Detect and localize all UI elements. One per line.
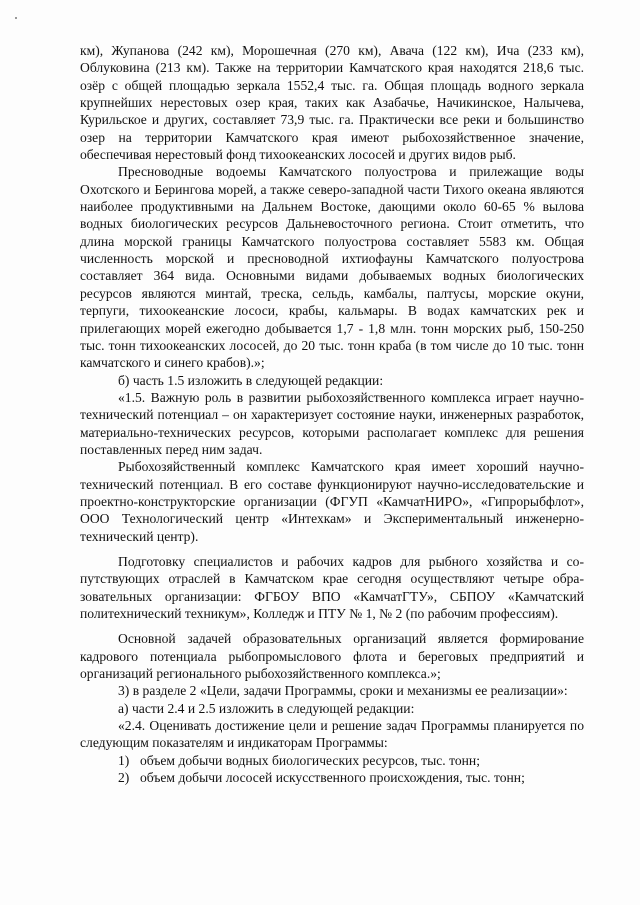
scan-mark [15, 17, 17, 19]
list-item [80, 769, 584, 786]
paragraph-7: Основной задачей образовательных организаций является формирование кадрового потенциала рыбопромыслового флота и береговых предприятий и организаций регионального рыбохозяйственного комплекса.»; [80, 631, 584, 682]
list-item [80, 752, 584, 769]
list-item-text: объем добычи лососей искусственного происхождения, тыс. тонн; [140, 770, 525, 786]
list-item-number: 2) [118, 770, 130, 786]
document-body [80, 42, 584, 786]
paragraph-6: Подготовку специалистов и рабочих кадров для рыбного хозяйства и сопутствующих отраслей в Камчатском крае сегодня осуществляют четыре образовательных организации: ФГБОУ ВПО «КамчатГТУ», СБПОУ «Камчатский политехнический техникум», Колледж и ПТУ № 1, № 2 (по рабочим профессиям). [80, 553, 584, 621]
paragraph-5: Рыбохозяйственный комплекс Камчатского края имеет хороший научно-технический потенциал. В его составе функционируют научно-исследовательские и проектно-конструкторские организации (ФГУП «КамчатНИРО», «Гипрорыбфлот», ООО Технологический центр «Интехкам» и Экспериментальный инженерно-технический центр). [80, 459, 584, 544]
paragraph-10: «2.4. Оценивать достижение цели и решение задач Программы планируется по следующим показателям и индикаторам Программы: [80, 718, 584, 751]
paragraph-9: а) части 2.4 и 2.5 изложить в следующей редакции: [118, 700, 415, 716]
list-item-text: объем добычи водных биологических ресурсов, тыс. тонн; [140, 752, 480, 768]
paragraph-1: км), Жупанова (242 км), Морошечная (270 км), Авача (122 км), Ича (233 км), Облуковина (213 км). Также на территории Камчатского края находятся 218,6 тыс. озёр с общей площадью зеркала 1552,4 тыс. га. Общая площадь водного зеркала крупнейших нерестовых озер края, таких как Азабачье, Начикинское, Налычева, Курильское и других, составляет 73,9 тыс. га. Практически все реки и большинство озер на территории Камчатского края имеют рыбохозяйственное значение, обеспечивая нерестовый фонд тихоокеанских лососей и других видов рыб. [80, 43, 584, 163]
paragraph-8: 3) в разделе 2 «Цели, задачи Программы, сроки и механизмы ее реализации»: [118, 683, 568, 699]
list-item-number: 1) [118, 752, 130, 768]
paragraph-4: «1.5. Важную роль в развитии рыбохозяйственного комплекса играет научно-технический потенциал – он характеризует состояние науки, инженерных разработок, материально-технических ресурсов, которыми располагает комплекс для решения поставленных перед ним задач. [80, 389, 584, 457]
paragraph-3: б) часть 1.5 изложить в следующей редакции: [118, 372, 384, 388]
paragraph-2: Пресноводные водоемы Камчатского полуострова и прилежащие воды Охотского и Берингова морей, а также северо-западной части Тихого океана являются наиболее продуктивными на Дальнем Востоке, дающими около 60-65 % вылова водных биологических ресурсов Дальневосточного региона. Стоит отметить, что длина морской границы Камчатского полуострова составляет 5583 км. Общая численность морской и пресноводной ихтиофауны Камчатского полуострова составляет 364 вида. Основными видами добываемых водных биологических ресурсов являются минтай, треска, сельдь, камбалы, палтусы, морские окуни, терпуги, тихоокеанские лососи, крабы, кальмары. В водах камчатских рек и прилегающих морей ежегодно добывается 1,7 - 1,8 млн. тонн морских рыб, 150-250 тыс. тонн тихоокеанских лососей, до 20 тыс. тонн краба (в том числе до 10 тыс. тонн камчатского и синего крабов).»; [80, 164, 584, 371]
